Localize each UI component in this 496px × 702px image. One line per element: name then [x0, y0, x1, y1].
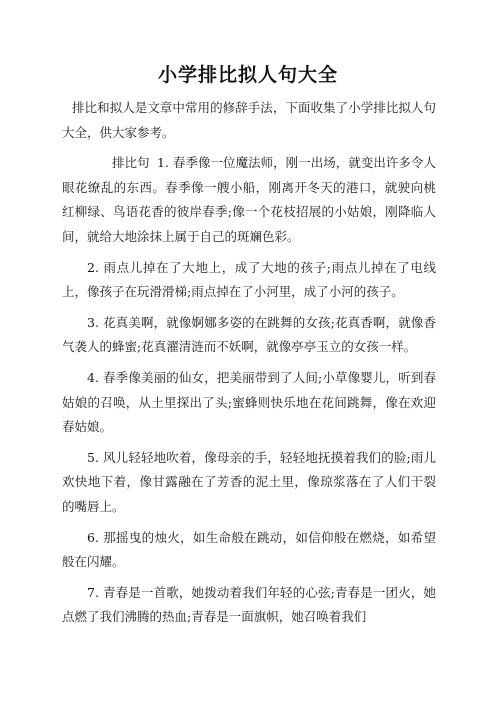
paragraph-6: 6. 那摇曳的烛火，如生命般在跳动，如信仰般在燃烧，如希望般在闪耀。 — [62, 529, 436, 570]
section-label: 排比句 — [112, 155, 150, 171]
paragraph-7: 7. 青春是一首歌，她拨动着我们年轻的心弦;青春是一团火，她点燃了我们沸腾的热血;青春是一面旗帜，她召唤着我们 — [62, 584, 436, 625]
paragraph-1 — [62, 151, 436, 249]
document-body — [62, 96, 436, 636]
paragraph-2: 2. 雨点儿掉在了大地上，成了大地的孩子;雨点儿掉在了电线上，像孩子在玩滑滑梯;雨点掉在了小河里，成了小河的孩子。 — [62, 259, 436, 300]
intro-paragraph: 排比和拟人是文章中常用的修辞手法，下面收集了小学排比拟人句大全，供大家参考。 — [62, 100, 436, 140]
paragraph-1-text: 1. 春季像一位魔法师，刚一出场，就变出许多令人眼花缭乱的东西。春季像一艘小船，刚离开冬天的港口，就驶向桃红柳绿、鸟语花香的彼岸春季;像一个花枝招展的小姑娘，刚降临人间，就给大地涂抹上属于自己的斑斓色彩。 — [62, 155, 436, 244]
paragraph-4: 4. 春季像美丽的仙女，把美丽带到了人间;小草像婴儿，听到春姑娘的召唤，从土里探出了头;蜜蜂则快乐地在花间跳舞，像在欢迎春姑娘。 — [62, 369, 436, 435]
document-title: 小学排比拟人句大全 — [157, 64, 338, 86]
paragraph-5: 5. 风儿轻轻地吹着，像母亲的手，轻轻地抚摸着我们的脸;雨儿欢快地下着，像甘露融在了芳香的泥土里，像琼浆落在了人们干裂的嘴唇上。 — [62, 449, 436, 514]
paragraph-3: 3. 花真美啊，就像婀娜多姿的在跳舞的女孩;花真香啊，就像香气袭人的蜂蜜;花真濯清涟而不妖啊，就像亭亭玉立的女孩一样。 — [62, 314, 436, 355]
